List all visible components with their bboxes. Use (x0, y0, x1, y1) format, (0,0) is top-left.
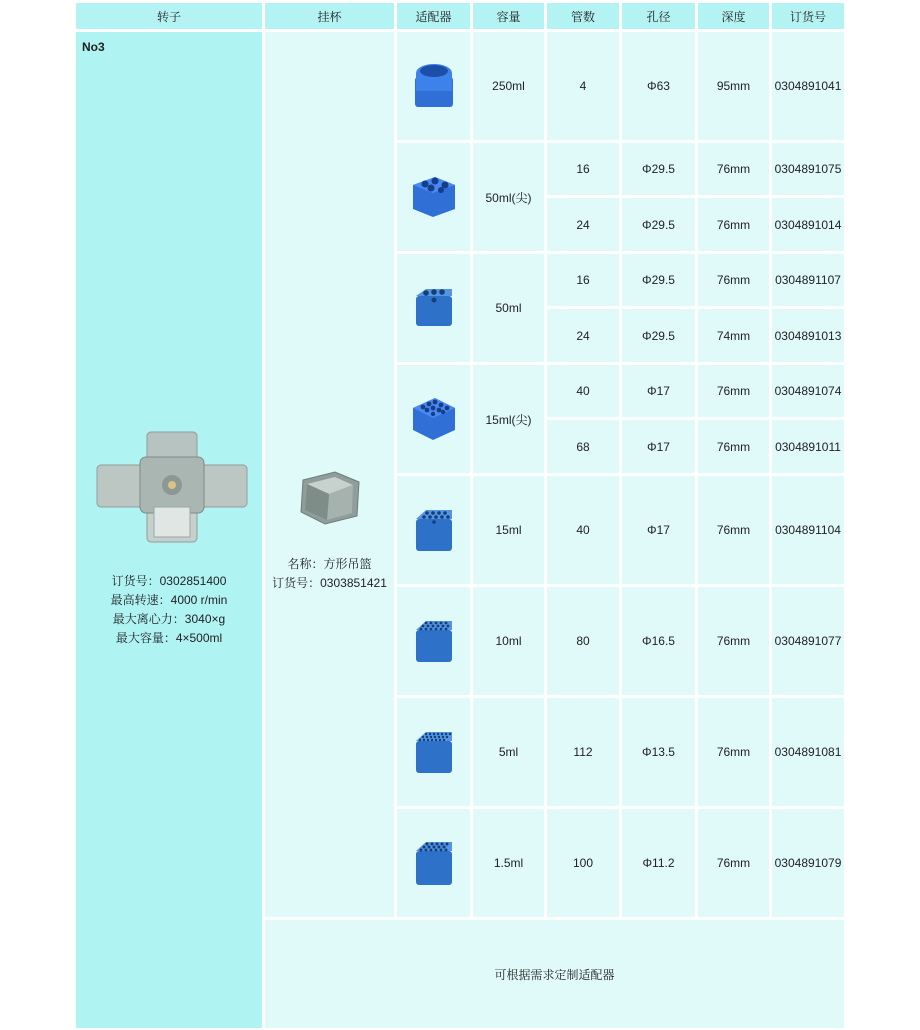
rotor-max-speed: 最高转速：4000 r/min (110, 593, 228, 607)
4-hole-adapter-icon (412, 286, 456, 330)
basket-order-no: 订货号：0303851421 (272, 576, 387, 590)
depth-cell: 76mm (698, 476, 769, 584)
depth-cell: 76mm (698, 254, 769, 306)
capacity-cell: 5ml (473, 698, 544, 806)
25-hole-adapter-icon (412, 839, 456, 887)
header-adapter: 适配器 (397, 3, 470, 29)
order-no-cell: 0304891107 (772, 254, 844, 306)
header-basket: 挂杯 (265, 3, 394, 29)
order-no-cell: 0304891081 (772, 698, 844, 806)
adapter-image-cell (397, 476, 470, 584)
capacity-cell: 50ml (473, 254, 544, 362)
tubes-cell: 40 (547, 365, 619, 417)
bore-cell: Φ11.2 (622, 809, 695, 917)
tubes-cell: 100 (547, 809, 619, 917)
tubes-cell: 24 (547, 309, 619, 362)
bore-cell: Φ29.5 (622, 143, 695, 195)
depth-cell: 76mm (698, 587, 769, 695)
10-hole-adapter-icon (412, 507, 456, 553)
depth-cell: 74mm (698, 309, 769, 362)
rotor-order-no: 订货号：0302851400 (111, 574, 227, 588)
round-adapter-icon (409, 59, 459, 113)
order-no-cell: 0304891041 (772, 32, 844, 140)
bore-cell: Φ29.5 (622, 254, 695, 306)
depth-cell: 76mm (698, 198, 769, 251)
tubes-cell: 16 (547, 143, 619, 195)
order-no-cell: 0304891104 (772, 476, 844, 584)
rotor-image (92, 427, 252, 547)
adapter-image-cell (397, 143, 470, 251)
bore-cell: Φ17 (622, 365, 695, 417)
depth-cell: 76mm (698, 365, 769, 417)
adapter-image-cell (397, 365, 470, 473)
capacity-cell: 10ml (473, 587, 544, 695)
order-no-cell: 0304891013 (772, 309, 844, 362)
rotor-max-capacity: 最大容量：4×500ml (115, 631, 223, 645)
basket-image (295, 468, 365, 528)
tubes-cell: 40 (547, 476, 619, 584)
tubes-cell: 16 (547, 254, 619, 306)
order-no-cell: 0304891014 (772, 198, 844, 251)
multi-hole-adapter-icon (409, 396, 459, 442)
order-no-cell: 0304891011 (772, 420, 844, 473)
basket-name: 名称：方形吊篮 (287, 557, 372, 571)
header-bore: 孔径 (622, 3, 695, 29)
5-hole-adapter-icon (409, 175, 459, 219)
bore-cell: Φ16.5 (622, 587, 695, 695)
adapter-image-cell (397, 254, 470, 362)
depth-cell: 76mm (698, 698, 769, 806)
bore-cell: Φ17 (622, 420, 695, 473)
depth-cell: 76mm (698, 420, 769, 473)
header-depth: 深度 (698, 3, 769, 29)
tubes-cell: 68 (547, 420, 619, 473)
bore-cell: Φ63 (622, 32, 695, 140)
bore-cell: Φ29.5 (622, 309, 695, 362)
28-hole-adapter-icon (412, 729, 456, 775)
order-no-cell: 0304891079 (772, 809, 844, 917)
header-tubes: 管数 (547, 3, 619, 29)
adapter-image-cell (397, 809, 470, 917)
rotor-max-rcf: 最大离心力：3040×g (112, 612, 226, 626)
header-capacity: 容量 (473, 3, 544, 29)
adapter-image-cell (397, 698, 470, 806)
capacity-cell: 15ml (473, 476, 544, 584)
header-order-no: 订货号 (772, 3, 844, 29)
rotor-model: No3 (82, 40, 105, 54)
adapter-image-cell (397, 587, 470, 695)
depth-cell: 76mm (698, 809, 769, 917)
rotor-cell (76, 32, 262, 1028)
tubes-cell: 4 (547, 32, 619, 140)
order-no-cell: 0304891074 (772, 365, 844, 417)
bore-cell: Φ13.5 (622, 698, 695, 806)
header-rotor: 转子 (76, 3, 262, 29)
custom-adapter-note: 可根据需求定制适配器 (265, 920, 844, 1028)
tubes-cell: 80 (547, 587, 619, 695)
capacity-cell: 250ml (473, 32, 544, 140)
depth-cell: 95mm (698, 32, 769, 140)
order-no-cell: 0304891075 (772, 143, 844, 195)
tubes-cell: 112 (547, 698, 619, 806)
bore-cell: Φ29.5 (622, 198, 695, 251)
order-no-cell: 0304891077 (772, 587, 844, 695)
capacity-cell: 15ml(尖) (473, 365, 544, 473)
capacity-cell: 1.5ml (473, 809, 544, 917)
tubes-cell: 24 (547, 198, 619, 251)
adapter-image-cell (397, 32, 470, 140)
depth-cell: 76mm (698, 143, 769, 195)
20-hole-adapter-icon (412, 618, 456, 664)
basket-cell (265, 32, 394, 917)
capacity-cell: 50ml(尖) (473, 143, 544, 251)
bore-cell: Φ17 (622, 476, 695, 584)
